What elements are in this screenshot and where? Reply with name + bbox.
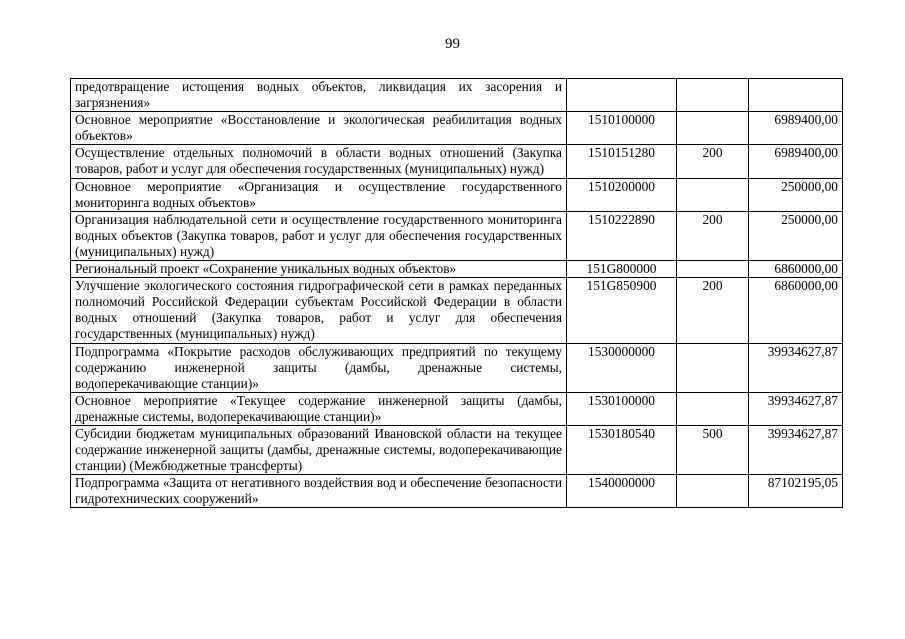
expense-type-code-cell [677,79,749,112]
table-row [71,79,843,112]
amount-cell: 87102195,05 [749,475,843,508]
table-row [71,392,843,425]
amount-cell: 6989400,00 [749,145,843,178]
expense-name-cell: Улучшение экологического состояния гидрографической сети в рамках переданных полномочий Российской Федерации субъектам Российской Федерации в области водных отношений (Закупка товаров, работ и услуг для обеспечения государственных (муниципальных) нужд) [71,278,567,343]
target-article-code-cell: 1540000000 [567,475,677,508]
target-article-code-cell: 151G850900 [567,278,677,343]
table-row [71,112,843,145]
expense-name-cell: Осуществление отдельных полномочий в области водных отношений (Закупка товаров, работ и услуг для обеспечения государственных (муниципальных) нужд) [71,145,567,178]
target-article-code-cell: 1530180540 [567,425,677,474]
expense-name-cell: Организация наблюдательной сети и осуществление государственного мониторинга водных объектов (Закупка товаров, работ и услуг для обеспечения государственных (муниципальных) нужд) [71,211,567,260]
table-row [71,261,843,278]
amount-cell: 6860000,00 [749,278,843,343]
expense-type-code-cell [677,343,749,392]
table-row [71,475,843,508]
expense-type-code-cell: 200 [677,278,749,343]
amount-cell: 39934627,87 [749,392,843,425]
expense-name-cell: Основное мероприятие «Организация и осуществление государственного мониторинга водных объектов» [71,178,567,211]
amount-cell: 250000,00 [749,211,843,260]
budget-table [70,78,843,508]
table-row [71,178,843,211]
target-article-code-cell [567,79,677,112]
expense-name-cell: предотвращение истощения водных объектов, ликвидация их засорения и загрязнения» [71,79,567,112]
target-article-code-cell: 151G800000 [567,261,677,278]
target-article-code-cell: 1530100000 [567,392,677,425]
budget-table-body [71,79,843,508]
amount-cell: 39934627,87 [749,343,843,392]
target-article-code-cell: 1510200000 [567,178,677,211]
expense-name-cell: Субсидии бюджетам муниципальных образований Ивановской области на текущее содержание инженерной защиты (дамбы, дренажные системы, водоперекачивающие станции) (Межбюджетные трансферты) [71,425,567,474]
expense-type-code-cell [677,475,749,508]
expense-name-cell: Основное мероприятие «Восстановление и экологическая реабилитация водных объектов» [71,112,567,145]
expense-type-code-cell: 500 [677,425,749,474]
expense-name-cell: Региональный проект «Сохранение уникальных водных объектов» [71,261,567,278]
expense-type-code-cell [677,392,749,425]
expense-type-code-cell: 200 [677,211,749,260]
table-row [71,343,843,392]
expense-name-cell: Основное мероприятие «Текущее содержание инженерной защиты (дамбы, дренажные системы, водоперекачивающие станции)» [71,392,567,425]
amount-cell [749,79,843,112]
expense-type-code-cell [677,261,749,278]
expense-name-cell: Подпрограмма «Покрытие расходов обслуживающих предприятий по текущему содержанию инженерной защиты (дамбы, дренажные системы, водоперекачивающие станции)» [71,343,567,392]
amount-cell: 6860000,00 [749,261,843,278]
target-article-code-cell: 1510151280 [567,145,677,178]
target-article-code-cell: 1510222890 [567,211,677,260]
table-row [71,425,843,474]
expense-type-code-cell [677,112,749,145]
amount-cell: 250000,00 [749,178,843,211]
amount-cell: 39934627,87 [749,425,843,474]
target-article-code-cell: 1530000000 [567,343,677,392]
expense-type-code-cell [677,178,749,211]
expense-name-cell: Подпрограмма «Защита от негативного воздействия вод и обеспечение безопасности гидротехнических сооружений» [71,475,567,508]
table-row [71,278,843,343]
amount-cell: 6989400,00 [749,112,843,145]
table-row [71,145,843,178]
table-row [71,211,843,260]
expense-type-code-cell: 200 [677,145,749,178]
page-number: 99 [445,36,460,52]
target-article-code-cell: 1510100000 [567,112,677,145]
